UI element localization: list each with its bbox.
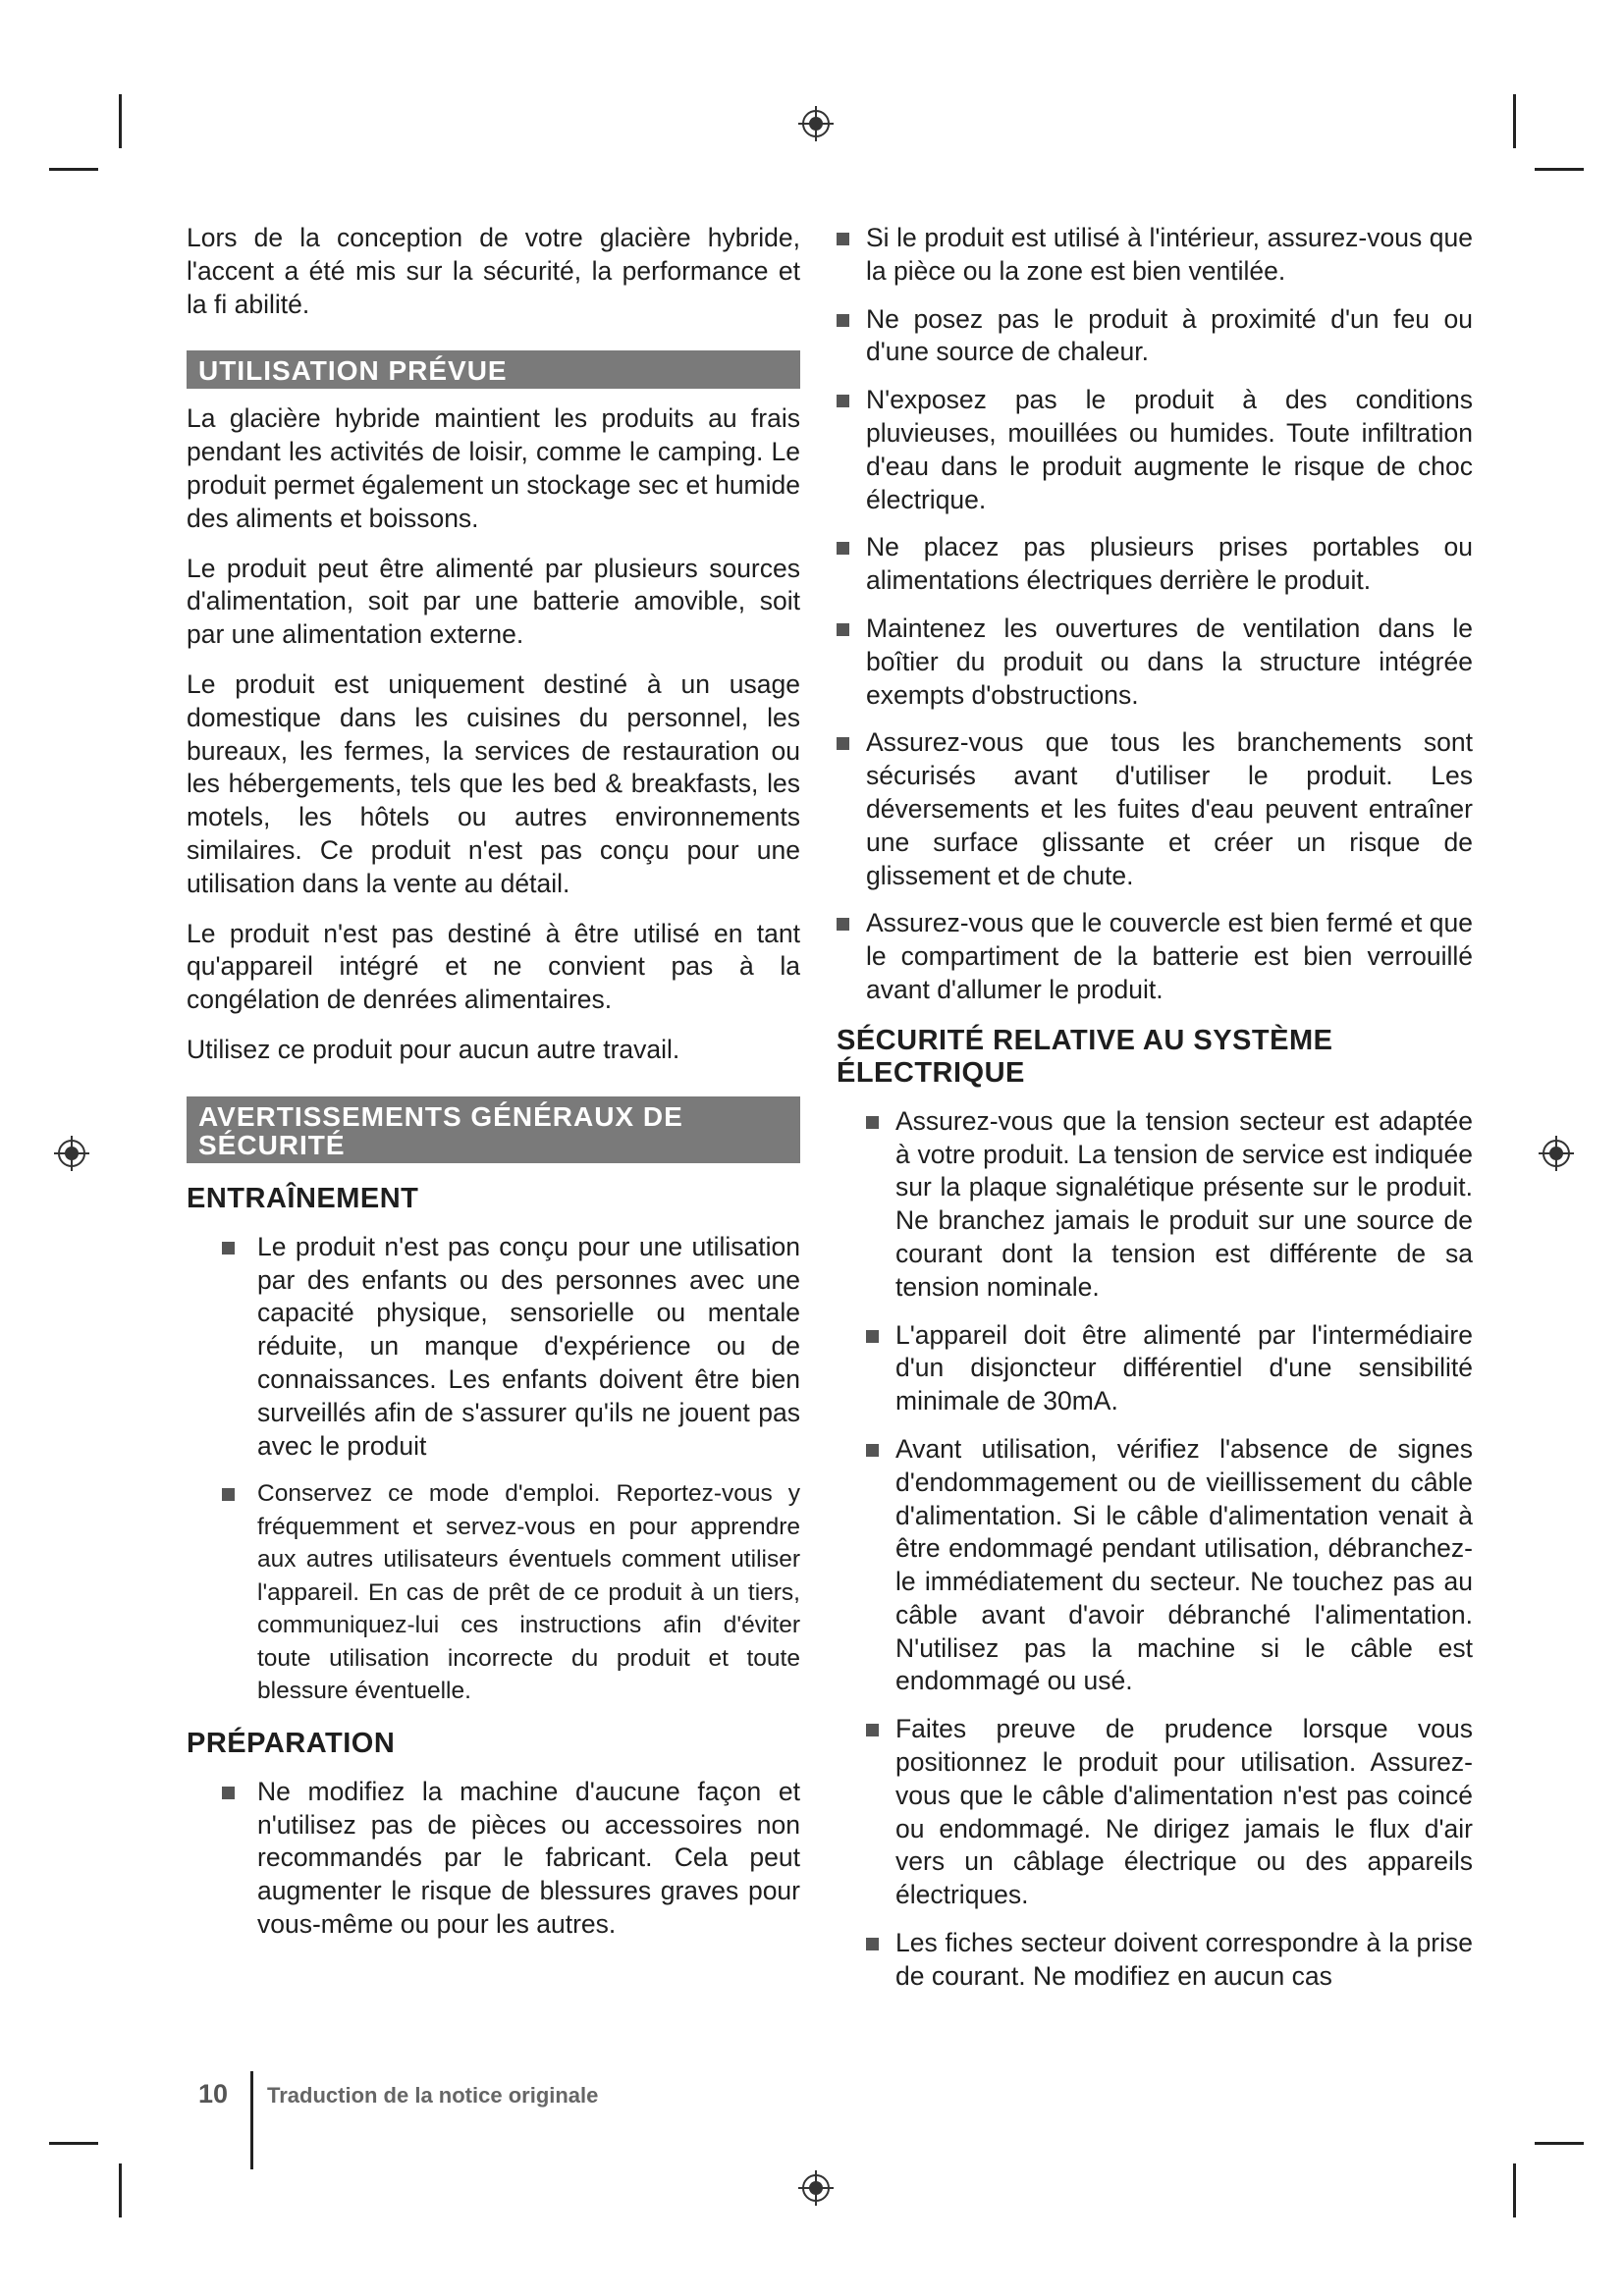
crop-mark-bottom-left-horizontal [49, 2142, 98, 2145]
list-item: N'exposez pas le produit à des conditions pluvieuses, mouillées ou humides. Toute infiltration d'eau dans le produit augmente le risque de choc électrique. [837, 384, 1473, 516]
subheading-preparation: PRÉPARATION [187, 1727, 396, 1759]
list-item: Conservez ce mode d'emploi. Reportez-vous y fréquemment et servez-vous en pour apprendre aux autres utilisateurs éventuels comment utiliser l'appareil. En cas de prêt de ce produit à un tiers, communiquez-lui ces instructions afin d'éviter toute utilisation incorrecte du produit et toute blessure éventuelle. [222, 1477, 800, 1708]
registration-mark-icon [796, 104, 836, 143]
section-heading-general-warnings: AVERTISSEMENTS GÉNÉRAUX DE SÉCURITÉ [187, 1096, 800, 1163]
footer-label: Traduction de la notice originale [267, 2083, 599, 2108]
section-heading-intended-use: UTILISATION PRÉVUE [187, 350, 800, 389]
paragraph: La glacière hybride maintient les produits au frais pendant les activités de loisir, comme le camping. Le produit permet également un stockage sec et humide des aliments et boissons. [187, 403, 800, 533]
square-bullet-icon [866, 1724, 879, 1736]
subheading-electrical-safety: SÉCURITÉ RELATIVE AU SYSTÈME ÉLECTRIQUE [837, 1024, 1333, 1089]
square-bullet-icon [837, 395, 849, 407]
preparation-list [187, 1776, 800, 1942]
square-bullet-icon [837, 623, 849, 636]
crop-mark-top-left-vertical [119, 94, 122, 148]
registration-mark-icon [1537, 1134, 1576, 1173]
subheading-training: ENTRAÎNEMENT [187, 1182, 419, 1214]
safety-list [807, 222, 1473, 1007]
crop-mark-bottom-right-vertical [1513, 2163, 1516, 2217]
paragraph: Utilisez ce produit pour aucun autre travail. [187, 1034, 680, 1064]
electrical-list [837, 1105, 1473, 1994]
square-bullet-icon [866, 1444, 879, 1457]
footer-divider [250, 2071, 253, 2169]
list-item: Maintenez les ouvertures de ventilation dans le boîtier du produit ou dans la structure intégrée exempts d'obstructions. [837, 613, 1473, 712]
crop-mark-top-right-horizontal [1535, 168, 1584, 171]
list-item: Ne placez pas plusieurs prises portables ou alimentations électriques derrière le produit. [837, 531, 1473, 598]
list-item: Le produit n'est pas conçu pour une utilisation par des enfants ou des personnes avec une capacité physique, sensorielle ou mentale réduite, un manque d'expérience ou de connaissances. Les enfants doivent être bien surveillés afin de s'assurer qu'ils ne jouent pas avec le produit [222, 1231, 800, 1464]
square-bullet-icon [837, 918, 849, 931]
square-bullet-icon [866, 1330, 879, 1343]
square-bullet-icon [222, 1242, 235, 1255]
square-bullet-icon [866, 1116, 879, 1129]
paragraph: Le produit n'est pas destiné à être utilisé en tant qu'appareil intégré et ne convient pas à la congélation de denrées alimentaires. [187, 918, 800, 1015]
crop-mark-bottom-right-horizontal [1535, 2142, 1584, 2145]
list-item: Si le produit est utilisé à l'intérieur, assurez-vous que la pièce ou la zone est bien ventilée. [837, 222, 1473, 289]
square-bullet-icon [837, 314, 849, 327]
training-list [187, 1231, 800, 1708]
intro-paragraph: Lors de la conception de votre glacière hybride, l'accent a été mis sur la sécurité, la performance et la fi abilité. [187, 223, 800, 319]
page-number: 10 [198, 2079, 229, 2109]
square-bullet-icon [222, 1488, 235, 1501]
list-item: Les fiches secteur doivent correspondre à la prise de courant. Ne modifiez en aucun cas [866, 1927, 1473, 1994]
crop-mark-top-left-horizontal [49, 168, 98, 171]
square-bullet-icon [866, 1938, 879, 1950]
list-item: Ne posez pas le produit à proximité d'un feu ou d'une source de chaleur. [837, 303, 1473, 370]
list-item: Assurez-vous que tous les branchements sont sécurisés avant d'utiliser le produit. Les déversements et les fuites d'eau peuvent entraîner une surface glissante et créer un risque de glissement et de chute. [837, 726, 1473, 892]
square-bullet-icon [837, 233, 849, 245]
list-item: Assurez-vous que la tension secteur est adaptée à votre produit. La tension de service est indiquée sur la plaque signalétique présente sur le produit. Ne branchez jamais le produit sur une source de courant dont la tension est différente de sa tension nominale. [866, 1105, 1473, 1305]
crop-mark-bottom-left-vertical [119, 2163, 122, 2217]
list-item: Ne modifiez la machine d'aucune façon et n'utilisez pas de pièces ou accessoires non recommandés par le fabricant. Cela peut augmenter le risque de blessures graves pour vous-même ou pour les autres. [222, 1776, 800, 1942]
list-item: Avant utilisation, vérifiez l'absence de signes d'endommagement ou de vieillissement du câble d'alimentation. Si le câble d'alimentation venait à être endommagé pendant utilisation, débranchez-le immédiatement du secteur. Ne touchez pas au câble avant d'avoir débranché l'alimentation. N'utilisez pas la machine si le câble est endommagé ou usé. [866, 1433, 1473, 1698]
list-item: Faites preuve de prudence lorsque vous positionnez le produit pour utilisation. Assurez-vous que le câble d'alimentation n'est pas coincé ou endommagé. Ne dirigez jamais le flux d'air vers un câblage électrique ou des appareils électriques. [866, 1713, 1473, 1912]
registration-mark-icon [796, 2168, 836, 2208]
square-bullet-icon [837, 542, 849, 555]
crop-mark-top-right-vertical [1513, 94, 1516, 148]
paragraph: Le produit peut être alimenté par plusieurs sources d'alimentation, soit par une batterie amovible, soit par une alimentation externe. [187, 553, 800, 650]
list-item: L'appareil doit être alimenté par l'intermédiaire d'un disjoncteur différentiel d'une sensibilité minimale de 30mA. [866, 1319, 1473, 1418]
registration-mark-icon [52, 1134, 91, 1173]
list-item: Assurez-vous que le couvercle est bien fermé et que le compartiment de la batterie est bien verrouillé avant d'allumer le produit. [837, 907, 1473, 1006]
left-column [187, 222, 800, 1956]
paragraph: Le produit est uniquement destiné à un usage domestique dans les cuisines du personnel, les bureaux, les fermes, la services de restauration ou les hébergements, tels que les bed & breakfasts, les motels, les hôtels ou autres environnements similaires. Ce produit n'est pas conçu pour une utilisation dans la vente au détail. [187, 668, 800, 898]
square-bullet-icon [222, 1787, 235, 1799]
square-bullet-icon [837, 737, 849, 750]
right-column [837, 222, 1473, 2008]
